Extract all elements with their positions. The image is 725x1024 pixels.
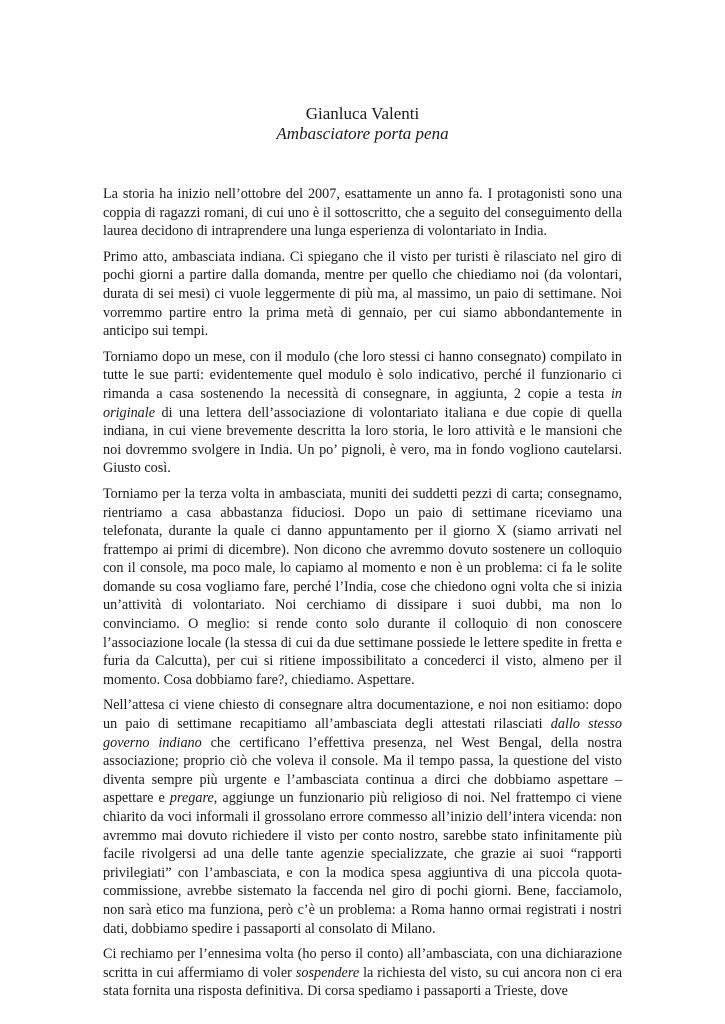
text-run: che certificano l’effettiva presenza, nel West Bengal, della nostra associazione; proprio ciò che voleva il console. Ma il tempo passa, la questione del visto diventa sempre più urgente e l’ambasciata continua a dirci che dobbiamo aspettare – aspettare e [103, 734, 626, 807]
paragraph-4 [103, 485, 626, 690]
italic-text-run: pregare [169, 790, 214, 807]
text-run: Torniamo per la terza volta in ambasciata, muniti dei suddetti pezzi di carta; consegnamo, rientriamo a casa abbastanza fiduciosi. Dopo un paio di settimane riceviamo una telefonata, durante la quale ci danno appuntamento per il giorno X (siamo arrivati nel frattempo ai primi di dicembre). Non dicono che avremmo dovuto sostenere un colloquio con il console, ma poco male, lo capiamo al momento e non è un problema: ci fa le solite domande su cosa vogliamo fare, perché l’India, cose che chiedono ogni volta che si inizia un’attività di volontariato. Noi cerchiamo di dissipare i suoi dubbi, ma non lo convinciamo. O meglio: si rende conto solo durante il colloquio di non conoscere l’associazione locale (la stessa di cui da due settimane possiede le lettere spedite in fretta e furia da Calcutta), per cui si ritiene impossibilitato a concederci il visto, almeno per il momento. Cosa dobbiamo fare?, chiediamo. Aspettare. [103, 485, 626, 688]
paragraph-2 [103, 248, 626, 341]
paragraph-6 [103, 945, 626, 1001]
paragraph-5 [103, 696, 626, 938]
article-title: Ambasciatore porta pena [276, 124, 449, 143]
text-run: Torniamo dopo un mese, con il modulo (che loro stessi ci hanno consegnato) compilato in tutte le sue parti: evidentemente quel modulo è solo indicativo, perché il funzionario ci rimanda a casa sostenendo la necessità di consegnare, in aggiunta, 2 copie a testa [103, 348, 626, 402]
text-run: la richiesta del visto, su cui ancora non ci era stata fornita una risposta definitiva. Di corsa spediamo i passaporti a Trieste, dove [103, 964, 626, 1000]
author-name: Gianluca Valenti [305, 104, 420, 123]
text-run: di una lettera dell’associazione di volontariato italiana e due copie di quella indiana, in cui viene brevemente descritta la loro storia, le loro attività e le mansioni che noi dovremmo svolgere in India. Un po’ pignoli, è vero, ma in fondo vogliono cautelarsi. Giusto così. [103, 404, 626, 477]
document-page [103, 104, 626, 1008]
italic-text-run: sospendere [295, 964, 360, 981]
paragraph-3 [103, 348, 626, 478]
paragraph-1 [103, 185, 626, 241]
text-run: Ci rechiamo per l’ennesima volta (ho perso il conto) all’ambasciata, con una dichiarazione scritta in cui affermiamo di voler [103, 946, 626, 981]
italic-text-run: in originale [103, 385, 626, 421]
text-run: La storia ha inizio nell’ottobre del 2007, esattamente un anno fa. I protagonisti sono una coppia di ragazzi romani, di cui uno è il sottoscritto, che a seguito del conseguimento della laurea decidono di intraprendere una lunga esperienza di volontariato in India. [103, 186, 626, 240]
text-run: Nell’attesa ci viene chiesto di consegnare altra documentazione, e noi non esitiamo: dopo un paio di settimane recapitiamo all’ambasciata degli attestati rilasciati [103, 697, 626, 733]
text-run: Primo atto, ambasciata indiana. Ci spiegano che il visto per turisti è rilasciato nel giro di pochi giorni a partire dalla domanda, mentre per quello che chiediamo noi (da volontari, durata di sei mesi) ci vuole leggermente di più ma, al massimo, un paio di settimane. Noi vorremmo partire entro la prima metà di gennaio, per cui siamo abbondantemente in anticipo sui tempi. [103, 248, 626, 340]
text-run: , aggiunge un funzionario più religioso di noi. Nel frattempo ci viene chiarito da voci informali il grossolano errore commesso all’inizio dell’intera vicenda: non avremmo mai dovuto richiedere il visto per conto nostro, sarebbe stato infinitamente più facile rivolgersi ad una delle tante agenzie specializzate, che grazie ai suoi “rapporti privilegiati” con l’ambasciata, e con la modica spesa aggiuntiva di una piccola quota-commissione, avrebbe sistemato la faccenda nel giro di pochi giorni. Bene, facciamolo, non sarà etico ma funziona, però c’è un problema: a Roma hanno ormai registrati i nostri dati, dobbiamo spedire i passaporti al consolato di Milano. [103, 790, 626, 937]
document-header [103, 104, 622, 144]
italic-text-run: dallo stesso governo indiano [103, 716, 626, 751]
